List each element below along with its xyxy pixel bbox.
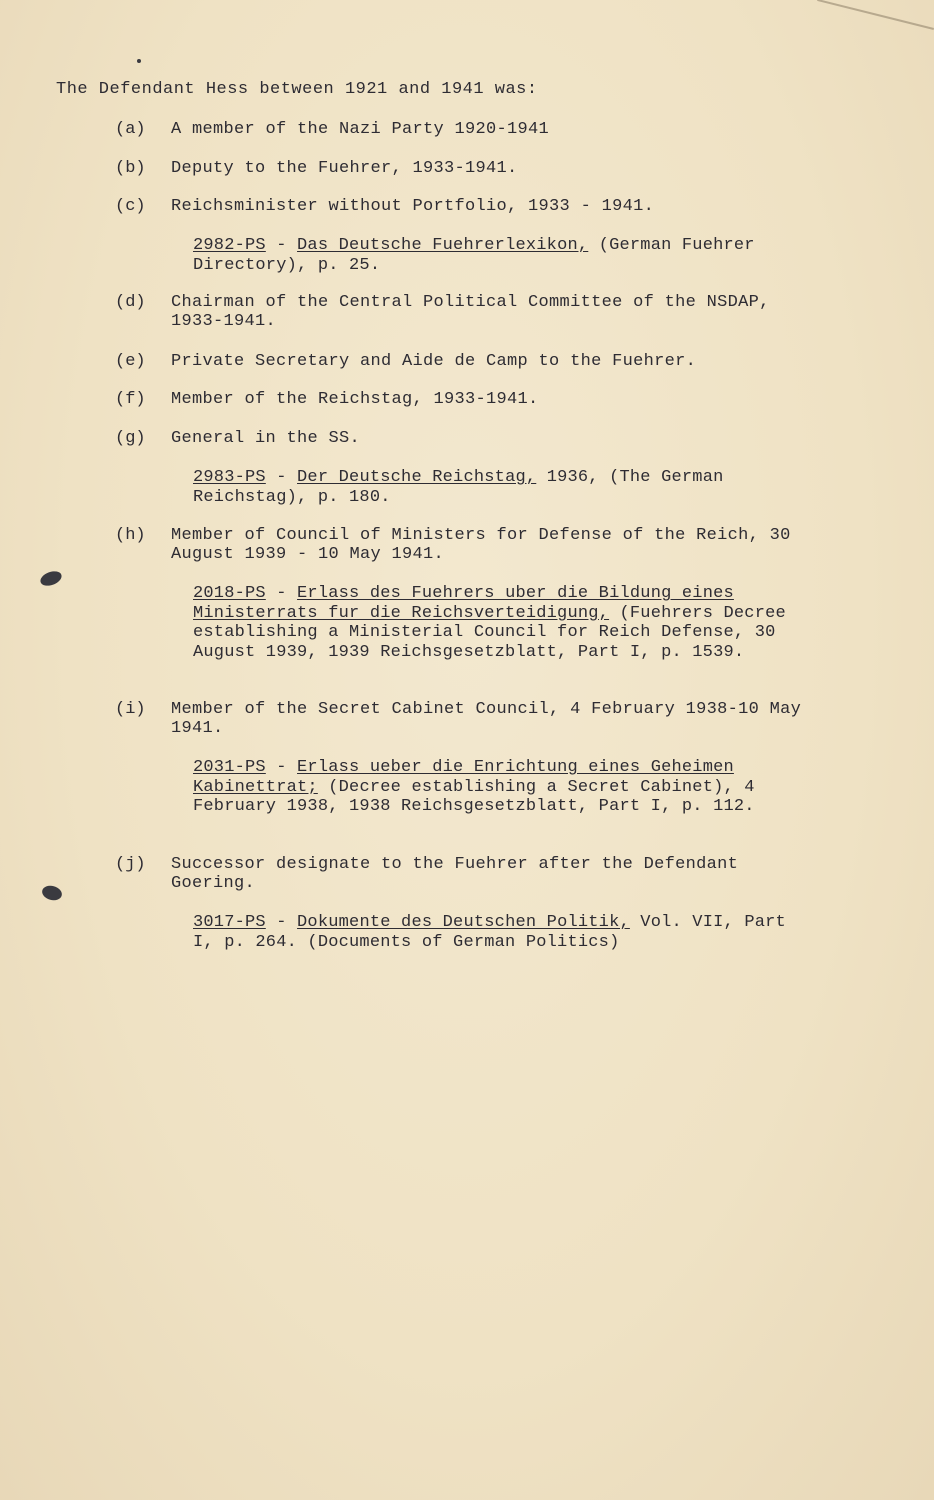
item-label: (g) [115,429,146,448]
list-item [115,429,805,448]
list-item [115,159,805,178]
citation: 2983-PS - Der Deutsche Reichstag, 1936, (The German Reichstag), p. 180. [193,468,724,507]
document-heading: The Defendant Hess between 1921 and 1941 was: [56,80,538,99]
citation-title: Erlass des Fuehrers uber die Bildung eines Ministerrats fur die Reichsverteidigung, [193,584,734,623]
list-item [115,197,805,216]
item-text: Member of the Secret Cabinet Council, 4 February 1938-10 May 1941. [171,700,802,738]
citation-title: Das Deutsche Fuehrerlexikon, [297,236,589,255]
item-text: Member of the Reichstag, 1933-1941. [171,390,539,409]
list-item [115,855,805,893]
citation: 2982-PS - Das Deutsche Fuehrerlexikon, (German Fuehrer Directory), p. 25. [193,236,755,275]
ink-speck [137,59,141,63]
item-text: Reichsminister without Portfolio, 1933 - 1941. [171,197,655,216]
citation: 2031-PS - Erlass ueber die Enrichtung eines Geheimen Kabinettrat; (Decree establishing a Secret Cabinet), 4 February 1938, 1938 Reichsgesetzblatt, Part I, p. 112. [193,758,755,816]
item-label: (d) [115,293,146,312]
citation: 3017-PS - Dokumente des Deutschen Politik, Vol. VII, Part I, p. 264. (Documents of German Politics) [193,913,786,952]
page-fold-mark [805,0,934,78]
citation-ref: 2983-PS [193,468,266,487]
list-item [115,700,805,738]
item-label: (i) [115,700,146,719]
citation-ref: 2031-PS [193,758,266,777]
item-text: General in the SS. [171,429,361,448]
citation-detail: 1936, (The German Reichstag), p. 180. [193,468,724,507]
list-item [115,120,805,139]
item-text: Member of Council of Ministers for Defense of the Reich, 30 August 1939 - 10 May 1941. [171,526,791,564]
item-label: (b) [115,159,146,178]
citation-detail: Vol. VII, Part I, p. 264. (Documents of German Politics) [193,913,786,952]
item-label: (e) [115,352,146,371]
citation-detail: (Fuehrers Decree establishing a Ministerial Council for Reich Defense, 30 August 1939, 1939 Reichsgesetzblatt, Part I, p. 1539. [193,603,786,662]
item-label: (j) [115,855,146,874]
citation-detail: (Decree establishing a Secret Cabinet), 4 February 1938, 1938 Reichsgesetzblatt, Part I, p. 112. [193,777,755,816]
item-text: Chairman of the Central Political Committee of the NSDAP, 1933-1941. [171,293,770,331]
item-text: Successor designate to the Fuehrer after the Defendant Goering. [171,855,739,893]
list-item [115,390,805,409]
item-text: Private Secretary and Aide de Camp to the Fuehrer. [171,352,697,371]
citation-title: Erlass ueber die Enrichtung eines Geheimen Kabinettrat; [193,758,734,797]
list-item [115,526,805,564]
citation-title: Der Deutsche Reichstag, [297,468,537,487]
ink-speck [38,569,63,589]
list-item [115,293,805,331]
item-text: A member of the Nazi Party 1920-1941 [171,120,550,139]
item-label: (f) [115,390,146,409]
item-label: (c) [115,197,146,216]
citation-ref: 3017-PS [193,913,266,932]
item-label: (a) [115,120,146,139]
citation: 2018-PS - Erlass des Fuehrers uber die Bildung eines Ministerrats fur die Reichsverteidigung, (Fuehrers Decree establishing a Ministerial Council for Reich Defense, 30 August 1939, 1939 Reichsgesetzblatt, Part I, p. 1539. [193,584,786,662]
item-text: Deputy to the Fuehrer, 1933-1941. [171,159,518,178]
citation-detail: (German Fuehrer Directory), p. 25. [193,236,755,275]
citation-ref: 2982-PS [193,236,266,255]
list-item [115,352,805,371]
ink-speck [41,884,64,903]
item-label: (h) [115,526,146,545]
citation-ref: 2018-PS [193,584,266,603]
citation-title: Dokumente des Deutschen Politik, [297,913,630,932]
